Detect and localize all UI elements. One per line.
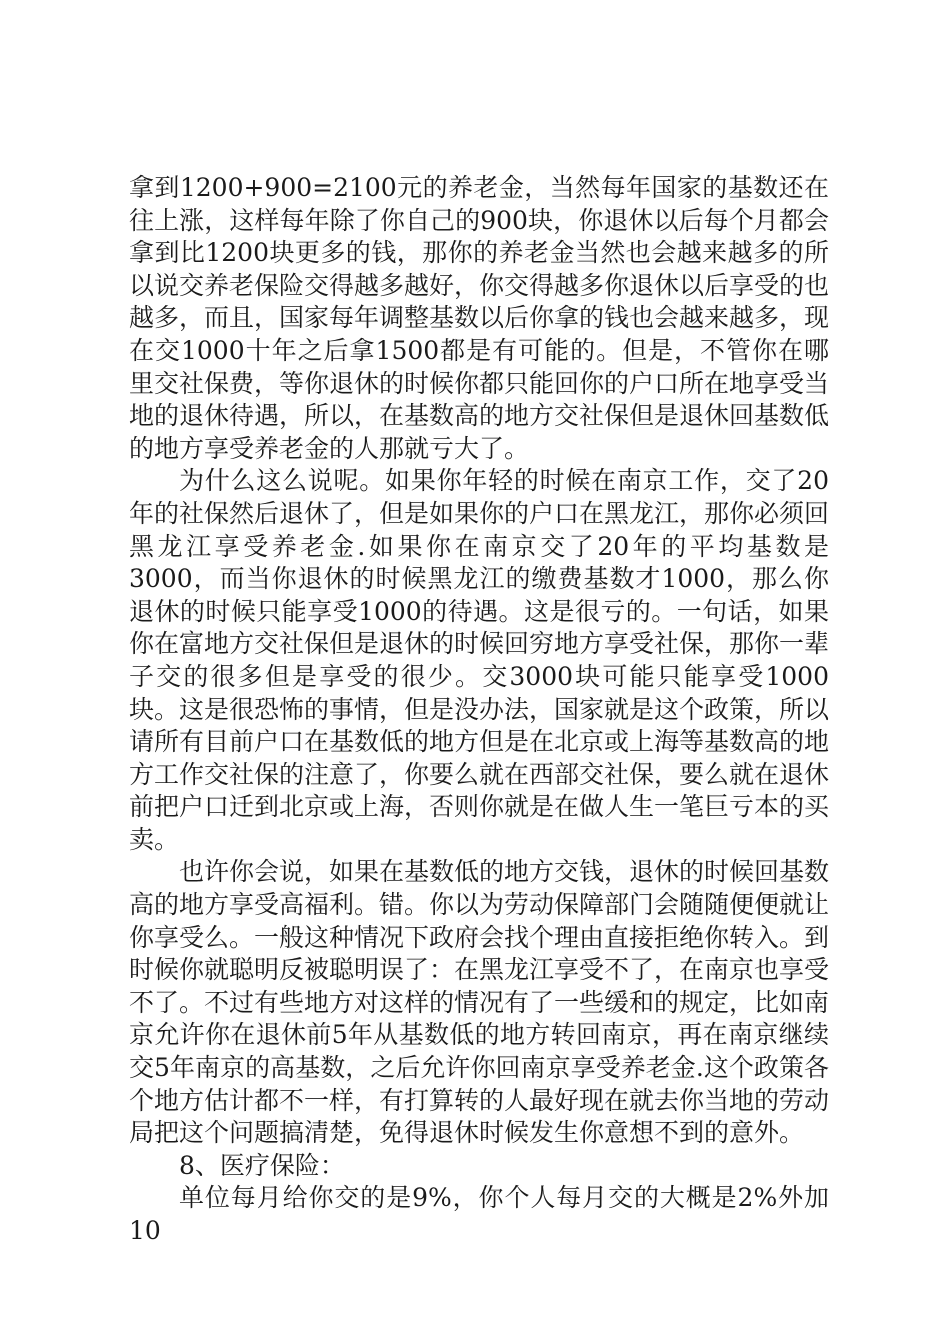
document-body — [129, 172, 829, 1248]
paragraph-transfer-warning: 也许你会说，如果在基数低的地方交钱，退休的时候回基数高的地方享受高福利。错。你以为劳动保障部门会随随便便就让你享受么。一般这种情况下政府会找个理由直接拒绝你转入。到时候你就聪明反被聪明误了：在黑龙江享受不了，在南京也享受不了。不过有些地方对这样的情况有了一些缓和的规定，比如南京允许你在退休前5年从基数低的地方转回南京，再在南京继续交5年南京的高基数，之后允许你回南京享受养老金.这个政策各个地方估计都不一样，有打算转的人最好现在就去你当地的劳动局把这个问题搞清楚，免得退休时候发生你意想不到的意外。 — [129, 857, 830, 1148]
paragraph-pension-amount: 拿到1200+900=2100元的养老金，当然每年国家的基数还在往上涨，这样每年除了你自己的900块，你退休以后每个月都会拿到比1200块更多的钱，那你的养老金当然也会越来越多的所以说交养老保险交得越多越好，你交得越多你退休以后享受的也越多，而且，国家每年调整基数以后你拿的钱也会越来越多，现在交1000十年之后拿1500都是有可能的。但是，不管你在哪里交社保费，等你退休的时候你都只能回你的户口所在地享受当地的退休待遇，所以，在基数高的地方交社保但是退休回基数低的地方享受养老金的人那就亏大了。 — [129, 173, 830, 463]
section-heading-medical-insurance: 8、医疗保险： — [179, 1150, 345, 1180]
paragraph-medical-contribution: 单位每月给你交的是9%，你个人每月交的大概是2%外加10 — [129, 1183, 829, 1245]
paragraph-why-example: 为什么这么说呢。如果你年轻的时候在南京工作，交了20年的社保然后退休了，但是如果你的户口在黑龙江，那你必须回黑龙江享受养老金.如果你在南京交了20年的平均基数是3000，而当你退休的时候黑龙江的缴费基数才1000，那么你退休的时候只能享受1000的待遇。这是很亏的。一句话，如果你在富地方交社保但是退休的时候回穷地方享受社保，那你一辈子交的很多但是享受的很少。交3000块可能只能享受1000块。这是很恐怖的事情，但是没办法，国家就是这个政策，所以请所有目前户口在基数低的地方但是在北京或上海等基数高的地方工作交社保的注意了，你要么就在西部交社保，要么就在退休前把户口迁到北京或上海，否则你就是在做人生一笔巨亏本的买卖。 — [129, 466, 830, 854]
